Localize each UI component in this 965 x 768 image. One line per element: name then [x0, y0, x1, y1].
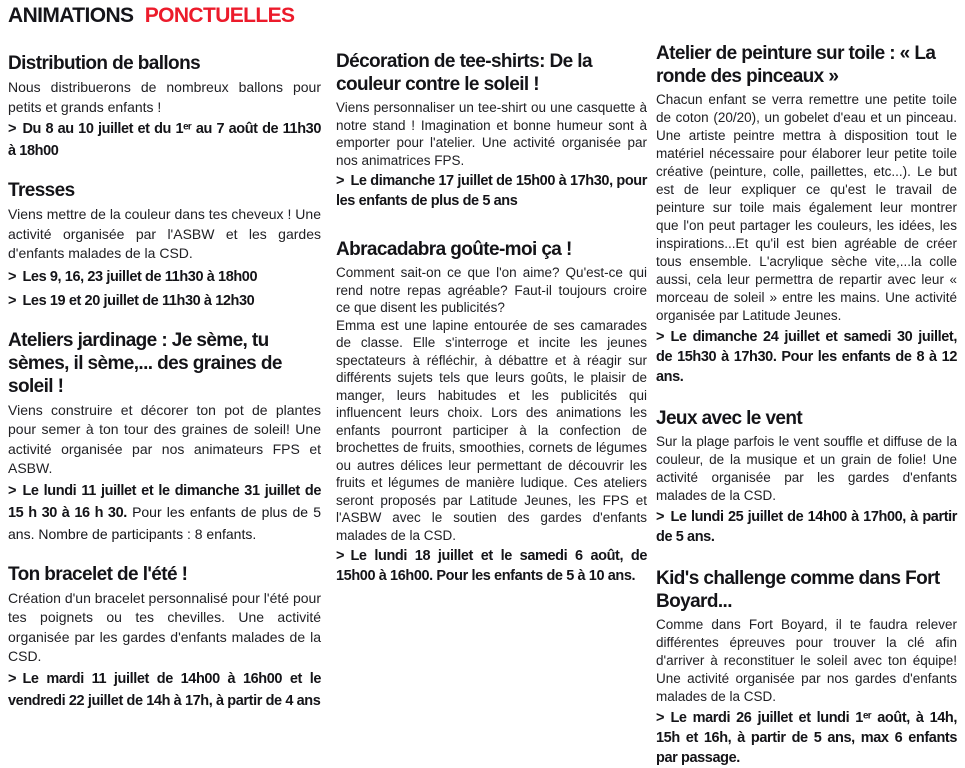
schedule-line [336, 171, 647, 211]
section-heading: Décoration de tee-shirts: De la couleur contre le soleil ! [336, 51, 592, 95]
chevron-icon: > [656, 329, 665, 345]
schedule-emphasis: Le lundi 11 juillet et le dimanche 31 juillet de 15 h 30 à 16 h 30. [8, 482, 321, 521]
schedule-emphasis: Le lundi 25 juillet de 14h00 à 17h00, à partir de 5 ans. [656, 509, 957, 545]
chevron-icon: > [656, 509, 665, 525]
schedule-line [8, 290, 321, 312]
section-paragraph: Création d'un bracelet personnalisé pour l'été pour tes poignets ou tes chevilles. Une activité organisée par les gardes d'enfants malades de la CSD. [8, 589, 321, 664]
section-paragraph: Nous distribuerons de nombreux ballons pour petits et grands enfants ! [8, 79, 321, 115]
activity-section [656, 407, 957, 547]
section-paragraph: Chacun enfant se verra remettre une petite toile de coton (20/20), un gobelet d'eau et un pinceau. Une artiste peintre mettra à disposition tout le matériel nécessaire pour élaborer leur petite toile créative (peinture, colle, paillettes, etc...). Le but est de leur expliquer ce qu'est le travail de peinture sur toile mais également leur montrer que l'on peut partager les couleurs, les idées, les inspirations...Et qu'il est bien agréable de créer tous ensemble. L'acrylique sèche vite,...la colle aussi, cela leur permettra de repartir avec leur « morceau de soleil » entre les mains. Une activité organisée par Latitude Jeunes. [656, 92, 957, 323]
section-heading: Ateliers jardinage : Je sème, tu sèmes, il sème,... des graines de soleil ! [8, 329, 282, 397]
schedule-line [336, 546, 647, 586]
chevron-icon: > [8, 670, 17, 687]
section-paragraph: Comme dans Fort Boyard, il te faudra relever différentes épreuves pour trouver la clé afin d'arriver à reconstituer le soleil avec ton équipe! Une activité organisée par nos gardes d'enfants malades de la CSD. [656, 617, 957, 704]
schedule-emphasis: Les 9, 16, 23 juillet de 11h30 à 18h00 [22, 268, 258, 285]
section-heading: Kid's challenge comme dans Fort Boyard... [656, 568, 940, 612]
section-heading: Ton bracelet de l'été ! [8, 563, 188, 585]
schedule-line [8, 669, 321, 712]
chevron-icon: > [8, 121, 17, 137]
chevron-icon: > [336, 173, 345, 189]
chevron-icon: > [656, 710, 665, 726]
schedule-emphasis: Le mardi 11 juillet de 14h00 à 16h00 et le vendredi 22 juillet de 14h à 17h, à partir de 4 ans [8, 670, 321, 709]
section-heading: Jeux avec le vent [656, 408, 803, 429]
schedule-emphasis: Le lundi 18 juillet et le samedi 6 août, de 15h00 à 16h00. Pour les enfants de 5 à 10 ans. [336, 548, 647, 584]
schedule-line [8, 266, 321, 288]
schedule-emphasis: Le dimanche 24 juillet et samedi 30 juillet, de 15h30 à 17h30. Pour les enfants de 8 à 12 ans. [656, 329, 957, 385]
schedule-line [656, 708, 957, 768]
schedule-note: Pour les enfants de plus de 5 ans. Nombre de participants : 8 enfants. [8, 503, 322, 542]
chevron-icon: > [8, 292, 17, 309]
section-heading: Atelier de peinture sur toile : « La ronde des pinceaux » [656, 43, 936, 87]
schedule-emphasis: Le dimanche 17 juillet de 15h00 à 17h30, pour les enfants de plus de 5 ans [336, 173, 647, 209]
section-heading: Abracadabra goûte-moi ça ! [336, 239, 572, 260]
schedule-line [8, 481, 321, 546]
schedule-line [656, 327, 957, 387]
activity-section [336, 50, 647, 211]
column-3 [656, 0, 957, 768]
column-1 [8, 0, 321, 712]
chevron-icon: > [8, 268, 17, 285]
section-paragraph: Viens personnaliser un tee-shirt ou une casquette à notre stand ! Imagination et bonne humeur sont à emporter pour l'atelier. Une activité organisée par nos animatrices FPS. [336, 100, 647, 168]
section-paragraph: Viens mettre de la couleur dans tes cheveux ! Une activité organisée par l'ASBW et les gardes d'enfants malades de la CSD. [8, 206, 321, 261]
page-title-black: ANIMATIONS [8, 4, 134, 27]
section-heading: Distribution de ballons [8, 53, 201, 74]
section-paragraph: Viens construire et décorer ton pot de plantes pour semer à ton tour des graines de soleil! Une activité organisée par nos animateurs FPS et ASBW. [8, 401, 321, 476]
section-heading: Tresses [8, 180, 75, 201]
activity-section [8, 179, 321, 312]
schedule-emphasis: Les 19 et 20 juillet de 11h30 à 12h30 [22, 292, 255, 309]
schedule-line [8, 119, 321, 162]
activity-section [656, 42, 957, 387]
section-paragraph: Emma est une lapine entourée de ses camarades de classe. Elle s'interroge et incite les jeunes spectateurs à réfléchir, à débattre et à réagir sur différents sujets tels que leurs goûts, le plaisir de manger, leurs habitudes et les publicités qui influencent leurs choix. Lors des animations les enfants pourront participer à la confection de brochettes de fruits, smoothies, cornets de légumes ou autres délices leur permettant de découvrir les fruits et légumes de manière ludique. Ces ateliers seront proposés par Latitude Jeunes, les FPS et l'ASBW avec le soutien des gardes d'enfants malades de la CSD. [336, 317, 647, 543]
column-2 [336, 0, 647, 586]
chevron-icon: > [8, 482, 17, 499]
chevron-icon: > [336, 548, 345, 564]
schedule-emphasis: Le mardi 26 juillet et lundi 1ᵉʳ août, à 14h, 15h et 16h, à partir de 5 ans, max 6 enfants par passage. [656, 710, 957, 766]
section-paragraph: Sur la plage parfois le vent souffle et diffuse de la couleur, de la musique et un grain de folie! Une activité organisée par les gardes d'enfants malades de la CSD. [656, 434, 957, 503]
activity-section [8, 52, 321, 162]
section-paragraph: Comment sait-on ce que l'on aime? Qu'est-ce qui rend notre repas agréable? Faut-il toujours croire ce que disent les publicités? [336, 265, 647, 315]
page-title-accent: PONCTUELLES [144, 4, 295, 27]
activity-section [8, 563, 321, 712]
schedule-emphasis: Du 8 au 10 juillet et du 1ᵉʳ au 7 août de 11h30 à 18h00 [8, 121, 321, 159]
activity-section [656, 567, 957, 768]
activity-section [336, 238, 647, 586]
activity-section [8, 329, 321, 546]
schedule-line [656, 507, 957, 547]
